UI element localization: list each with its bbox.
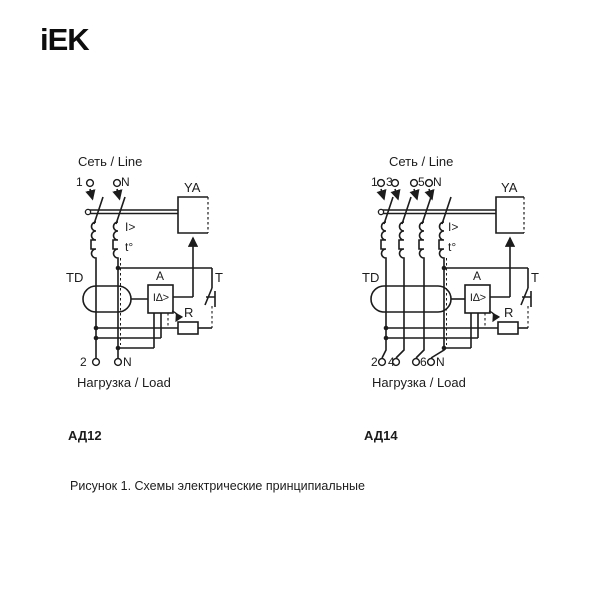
pivot-circle [85, 209, 90, 214]
supply-arrow [117, 189, 120, 199]
supply-arrow [395, 189, 398, 199]
contact-bus [87, 210, 178, 214]
line-side-label: Сеть / Line [78, 154, 143, 169]
terminal-label: 2 [80, 355, 87, 369]
transformer-td [83, 286, 131, 312]
terminal-label: N [436, 355, 445, 369]
terminal-circle [379, 359, 386, 366]
terminal-label: 2 [371, 355, 378, 369]
terminal-label: 1 [76, 175, 83, 189]
line-side-label: Сеть / Line [389, 154, 454, 169]
module-pins [471, 313, 478, 348]
overcurrent-label: I> [448, 220, 459, 234]
terminal-label: 1 [371, 175, 378, 189]
resistor-box [178, 322, 198, 334]
test-button-contact [205, 288, 215, 307]
terminal-circle [115, 359, 122, 366]
terminal-circle [411, 180, 418, 187]
terminal-circle [378, 180, 385, 187]
load-side-label: Нагрузка / Load [77, 375, 171, 390]
figure-caption: Рисунок 1. Схемы электрические принципиальные [70, 479, 365, 493]
terminal-label: N [121, 175, 130, 189]
iek-logo: iEK [40, 22, 89, 57]
supply-arrow [90, 189, 93, 199]
terminal-label: N [123, 355, 132, 369]
terminal-circle [114, 180, 121, 187]
solenoid-box [178, 197, 208, 233]
terminal-label: N [433, 175, 442, 189]
solenoid-box [496, 197, 524, 233]
model-label: АД14 [364, 428, 398, 443]
transformer-td [371, 286, 451, 312]
thermal-label: t° [125, 240, 134, 254]
supply-arrow [381, 189, 384, 199]
load-side-label: Нагрузка / Load [372, 375, 466, 390]
terminal-circle [413, 359, 420, 366]
model-label: АД12 [68, 428, 102, 443]
schematic-ad12 [83, 180, 215, 366]
terminal-label: 5 [418, 175, 425, 189]
resistor-label: R [184, 305, 194, 320]
diff-current-label: I∆> [152, 292, 170, 304]
terminal-circle [87, 180, 94, 187]
transformer-label: TD [66, 270, 84, 285]
thermal-label: t° [448, 240, 457, 254]
terminal-label: 4 [388, 355, 395, 369]
module-label: A [473, 269, 482, 283]
solenoid-label: YA [501, 180, 518, 195]
diff-current-label: I∆> [469, 292, 487, 304]
transformer-label: TD [362, 270, 380, 285]
pivot-circle [378, 209, 383, 214]
test-button-label: T [531, 270, 539, 285]
test-button-contact [521, 288, 531, 307]
resistor-box [498, 322, 518, 334]
supply-arrow [414, 189, 417, 199]
solenoid-label: YA [184, 180, 201, 195]
resistor-label: R [504, 305, 514, 320]
overcurrent-label: I> [125, 220, 136, 234]
terminal-label: 3 [386, 175, 393, 189]
terminal-circle [93, 359, 100, 366]
contact-bus [380, 210, 496, 214]
module-label: A [156, 269, 165, 283]
terminal-label: 6 [420, 355, 427, 369]
schematic-ad14 [371, 180, 531, 366]
test-button-label: T [215, 270, 223, 285]
terminal-circle [426, 180, 433, 187]
terminal-circle [428, 359, 435, 366]
module-pins [154, 313, 161, 348]
